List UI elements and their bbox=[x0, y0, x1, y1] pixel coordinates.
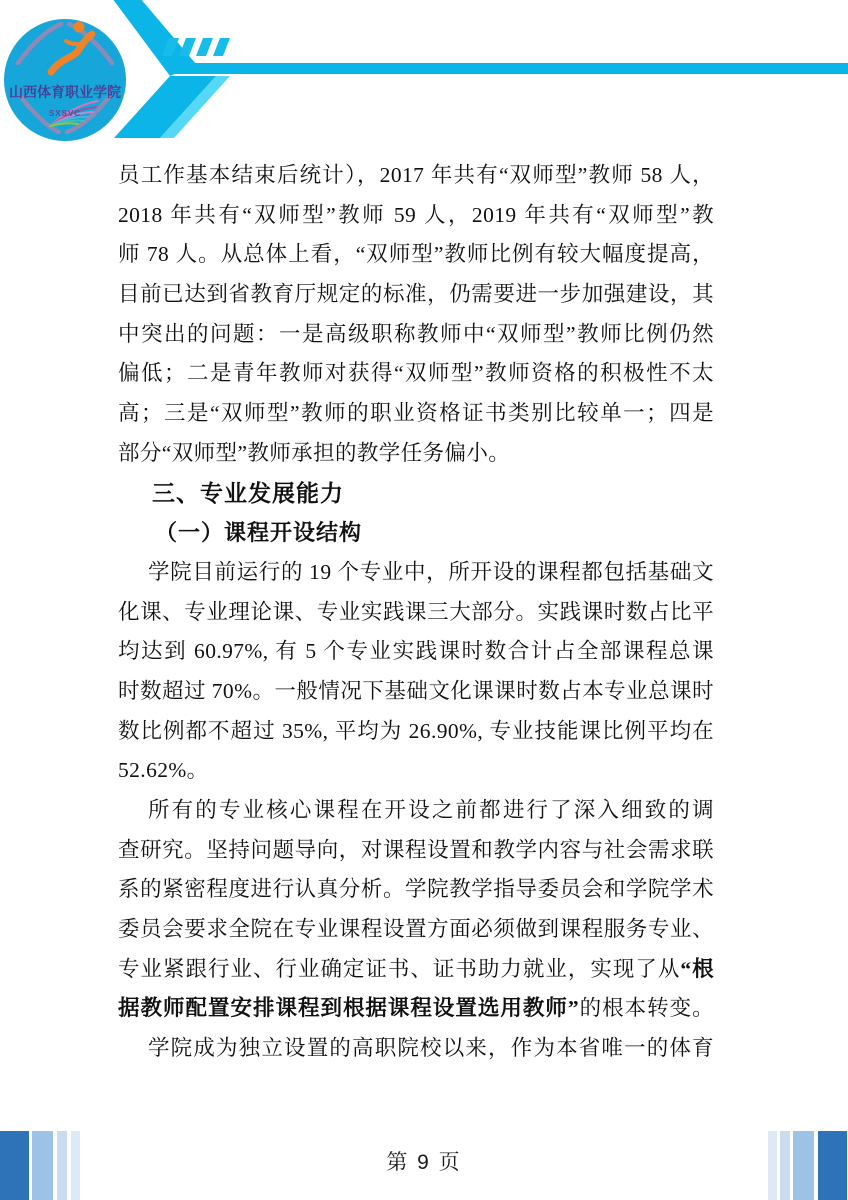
text-line bbox=[118, 315, 714, 355]
bold-text-segment: 三、专业发展能力 bbox=[152, 479, 344, 506]
text-segment: 数比例都不超过 35%, 平均为 26.90%, 专业技能课比例平均在 bbox=[118, 718, 714, 743]
text-line bbox=[118, 910, 714, 950]
speed-dashes-icon bbox=[162, 38, 230, 56]
text-segment: 2018 年共有“双师型”教师 59 人，2019 年共有“双师型”教 bbox=[118, 202, 714, 227]
text-line bbox=[118, 950, 714, 990]
text-segment: 部分“双师型”教师承担的教学任务偏小。 bbox=[118, 440, 511, 465]
text-line bbox=[118, 712, 714, 752]
text-line bbox=[118, 989, 714, 1029]
text-segment: 偏低；二是青年教师对获得“双师型”教师资格的积极性不太 bbox=[118, 361, 714, 386]
header-decoration bbox=[0, 0, 848, 150]
text-segment: 目前已达到省教育厅规定的标准，仍需要进一步加强建设，其 bbox=[118, 282, 714, 307]
chevron-arrow-icon bbox=[112, 0, 848, 138]
text-line bbox=[118, 553, 714, 593]
bold-text-segment: （一）课程开设结构 bbox=[155, 520, 363, 546]
text-segment: 委员会要求全院在专业课程设置方面必须做到课程服务专业、 bbox=[118, 917, 714, 942]
text-line bbox=[118, 354, 714, 394]
text-line bbox=[118, 831, 714, 871]
text-line bbox=[118, 1029, 714, 1069]
heading-line bbox=[118, 474, 714, 514]
text-line bbox=[118, 672, 714, 712]
heading-line bbox=[118, 513, 714, 553]
logo-college-name: 山西体育职业学院 bbox=[9, 84, 121, 100]
bold-text-segment: “根 bbox=[680, 956, 714, 981]
text-segment: 化课、专业理论课、专业实践课三大部分。实践课时数占比平 bbox=[118, 599, 714, 624]
text-line bbox=[118, 434, 714, 474]
text-segment: 中突出的问题：一是高级职称教师中“双师型”教师比例仍然 bbox=[118, 321, 714, 346]
text-line bbox=[118, 235, 714, 275]
text-line bbox=[118, 791, 714, 831]
text-segment: 52.62%。 bbox=[118, 758, 209, 783]
text-segment: 所有的专业核心课程在开设之前都进行了深入细致的调 bbox=[148, 798, 714, 822]
text-line bbox=[118, 196, 714, 236]
text-line bbox=[118, 632, 714, 672]
text-segment: 学院成为独立设置的高职院校以来，作为本省唯一的体育 bbox=[148, 1036, 714, 1061]
text-segment: 专业紧跟行业、行业确定证书、证书助力就业，实现了从 bbox=[118, 956, 681, 981]
text-segment: 学院目前运行的 19 个专业中，所开设的课程都包括基础文 bbox=[148, 559, 714, 584]
text-line bbox=[118, 275, 714, 315]
college-logo bbox=[4, 19, 126, 141]
text-line bbox=[118, 156, 714, 196]
text-line bbox=[118, 394, 714, 434]
text-segment: 的根本转变。 bbox=[579, 996, 714, 1021]
text-segment: 均达到 60.97%, 有 5 个专业实践课时数合计占全部课程总课 bbox=[118, 639, 714, 664]
text-line bbox=[118, 870, 714, 910]
text-segment: 时数超过 70%。一般情况下基础文化课课时数占本专业总课时 bbox=[118, 678, 714, 703]
text-segment: 师 78 人。从总体上看，“双师型”教师比例有较大幅度提高， bbox=[118, 242, 714, 267]
page-number: 第 9 页 bbox=[386, 1151, 462, 1174]
text-segment: 查研究。坚持问题导向，对课程设置和教学内容与社会需求联 bbox=[118, 837, 714, 862]
logo-abbreviation: SXSVC bbox=[48, 109, 82, 118]
text-segment: 高；三是“双师型”教师的职业资格证书类别比较单一；四是 bbox=[118, 401, 714, 426]
text-segment: 系的紧密程度进行认真分析。学院教学指导委员会和学院学术 bbox=[118, 877, 714, 902]
text-segment: 员工作基本结束后统计），2017 年共有“双师型”教师 58 人， bbox=[118, 163, 714, 187]
text-line bbox=[118, 593, 714, 633]
text-line bbox=[118, 751, 714, 791]
document-body bbox=[118, 156, 714, 1069]
bold-text-segment: 据教师配置安排课程到根据课程设置选用教师” bbox=[118, 996, 580, 1021]
header-bar bbox=[170, 63, 848, 74]
